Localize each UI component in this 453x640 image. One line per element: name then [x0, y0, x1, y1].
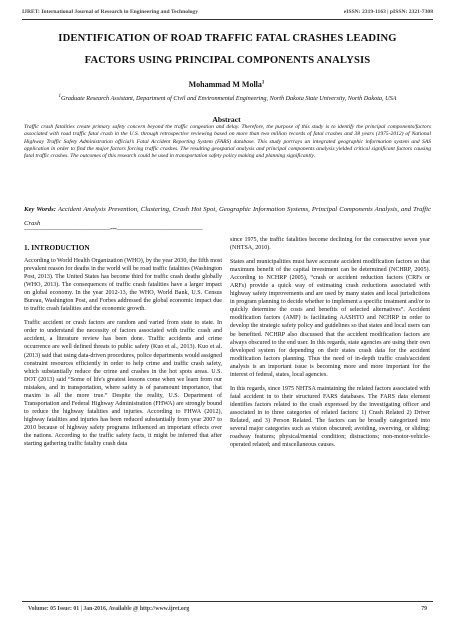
- section-heading-introduction: 1. INTRODUCTION: [24, 243, 90, 252]
- intro-paragraph-2: Traffic accident or crash factors are random and varied from state to state. In order to understand the necessity of factors associated with traffic crash and accident, a literature review has been done. Traffic accidents and crime occurrence are well defined threats to public safety (Kuo et al., 2013). Kuo et al. (2013) said that using data-driven procedures, police departments would assigned constraint resources efficiently in order to help crime and traffic crash safety, which substantially reduce the crime and crashes in the hot spots areas. U.S. DOT (2013) said “Some of life's greatest lessons come when we learn from our mistakes, and in transportation, where safety is of paramount importance, that maxim is all the more true.” Despite the reality, U.S. Department of Transportation and Federal Highway Administration (FHWA) are strongly bound to reduce the highway fatalities and injuries. According to FHWA (2012), highway fatalities and injuries has been reduced substantially from year 2007 to 2010 because of highway safety programs influenced an important effects over the nations. According to the traffic safety facts, it might be inferred that after starting gathering traffic fatality crash data: [24, 320, 222, 448]
- journal-name: IJRET: International Journal of Research in Engineering and Technology: [22, 9, 199, 15]
- affiliation: [38, 92, 417, 103]
- author-sup: 1: [261, 80, 265, 86]
- author-name: Mohammad M Molla: [188, 80, 262, 89]
- intro-paragraph-1: According to World Health Organization (WHO), by the year 2030, the fifth most prevalent reason for deaths in the world will be road traffic fatalities (Washington Post, 2013). The United States has become third for traffic crash deaths globally (WHO, 2013). The consequences of traffic crash fatalities have a larger impact on global economy. In the year 2012-13, the WHO, World Bank, U.S. Census Bureau, Washington Post, and Forbes addressed the global economic impact due to traffic crash fatalities and the economic growth.: [24, 258, 222, 313]
- keywords-text: Accident Analysis Prevention, Clustering, Crash Hot Spot, Geographic Information Systems, Principal Components Analysis, and Traffic Crash: [24, 206, 431, 227]
- page-number: 79: [421, 606, 427, 612]
- right-paragraph-2: States and municipalities must have accurate accident modification factors so that maximum benefit of the capital investment can be determined (NCHRP, 2005). According to NCHRP (2005), “crash or accident reduction factors (CRFs or ARFs) provide a quick way of estimating crash reductions associated with highway safety improvements and are used by many states and local jurisdictions in program planning to decide whether to implement a specific treatment and/or to quickly determine the costs and benefits of selected alternatives”. Accident modification factors (AMF) is facilitating AASHTO and NCHRP in order to develop the strategic safety policy and guidelines so that states and local users can be benefited. NCHRP also discussed that the accident modification factors are always obscured to the end user. In this regards, state agencies are using their own developed system for depending on their states crash data for the accident modification factors planning. Thus the need of in-depth traffic crash/accident analysis is an important issue is becoming more and more important for the interest of federal, states, local agencies.: [230, 259, 430, 378]
- footer-rule: [22, 601, 433, 602]
- paper-title: [30, 28, 425, 72]
- affiliation-text: Graduate Research Assistant, Department of Civil and Environmental Engineering, North Dakota State University, North Dakota, USA: [61, 95, 397, 103]
- running-header: [22, 6, 433, 18]
- header-rule: [22, 19, 433, 20]
- title-line-2: FACTORS USING PRINCIPAL COMPONENTS ANALYSIS: [84, 55, 371, 66]
- keywords-label: Key Words:: [24, 206, 56, 213]
- keywords: [24, 203, 431, 231]
- footer-volume: Volume: 05 Issue: 01 | Jan-2016, Available @ http://www.ijret.org: [28, 606, 190, 612]
- right-column: [230, 236, 430, 455]
- right-paragraph-1: since 1975, the traffic fatalities become declining for the consecutive seven year (NHTSA, 2010).: [230, 237, 430, 252]
- running-footer: [28, 603, 427, 615]
- issn: eISSN: 2319-1163 | pISSN: 2321-7308: [343, 9, 433, 15]
- left-column: [24, 243, 222, 454]
- author: [0, 80, 453, 89]
- section-separator: --------------------------------------------------------------------***--------------------------------------------------------------------: [24, 228, 203, 233]
- affiliation-sup: 1: [58, 94, 62, 99]
- abstract-text: Traffic crash fatalities create primary safety concern beyond the traffic congestion and delay. Therefore, the purpose of this study is to identify the principal components/factors associated with road traffic fatal crash in the U.S. through retrospective reviewing based on more than two million records of fatal crashes and 38 years (1975-2012) of National Highway Traffic Safety Administration official’s Fatal Accident Reporting System (FARS) database. This study portrays an integrated geographic information system and SAS application in order to find the major factors forcing traffic crashes. The resulting geospatial analysis and principal components analysis yielded critical significant factors causing fatal traffic crashes. The outcomes of this research could be used in transportation safety policy making and planning significantly.: [24, 124, 431, 160]
- abstract-heading: Abstract: [212, 115, 241, 124]
- title-line-1: IDENTIFICATION OF ROAD TRAFFIC FATAL CRASHES LEADING: [58, 33, 397, 44]
- right-paragraph-3: In this regards, since 1975 NHTSA maintaining the related factors associated with fatal accident in to their structured FARS databases. The FARS data element identifies factors related to the crash expressed by the investigating officer and associated in to three categories of related factors: 1) Crash Related 2) Driver Related, and 3) Person Related. The factors can be broadly categorized into several major categories such as vision obscured; avoiding, swerving, or sliding; roadway features; physical/mental condition; distractions; non-motor-vehicle-operated related; and miscellaneous causes.: [230, 385, 430, 449]
